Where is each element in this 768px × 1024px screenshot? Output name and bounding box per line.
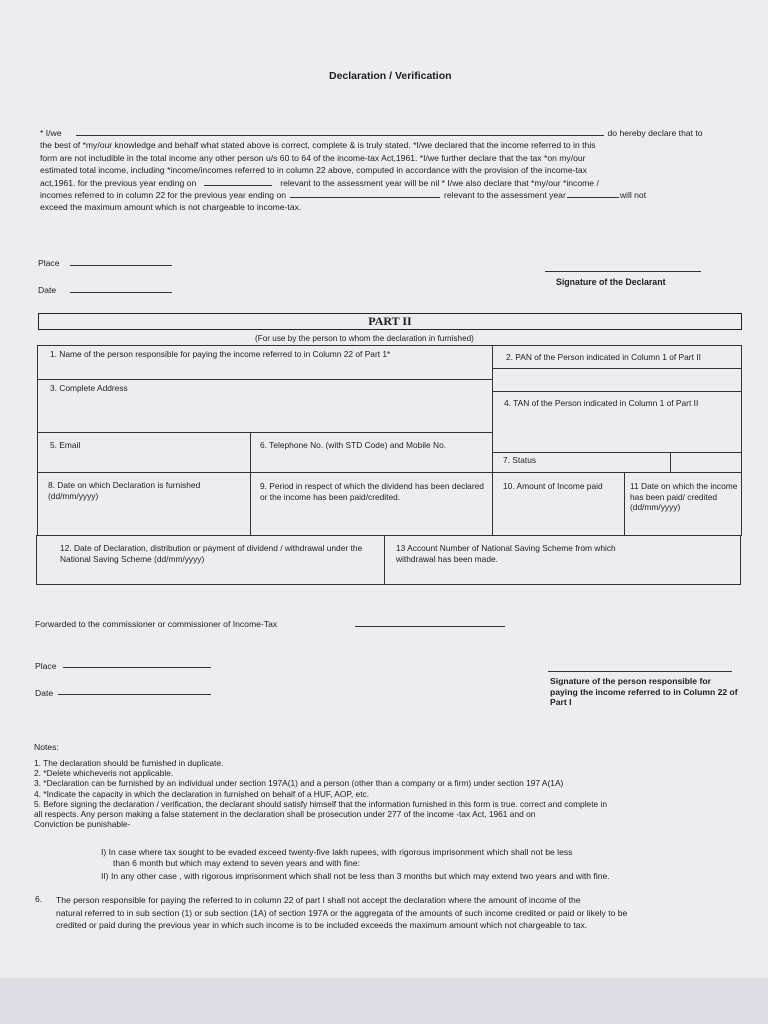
date-field-2[interactable] — [58, 694, 211, 695]
decl-line7: exceed the maximum amount which is not chargeable to income-tax. — [40, 202, 302, 213]
previous-year-blank-2[interactable] — [290, 189, 440, 198]
field-11-paid-date[interactable]: 11 Date on which the income has been paid/ credited (dd/mm/yyyy) — [630, 481, 738, 512]
form-title: Declaration / Verification — [329, 70, 452, 82]
commissioner-field[interactable] — [355, 626, 505, 627]
part2-heading: PART II — [38, 313, 742, 330]
note-5-ii: II) In any other case , with rigorous imprisonment which shall not be less than 3 months but which may extend two years and with fine. — [101, 871, 610, 881]
field-10-amount[interactable]: 10. Amount of Income paid — [503, 481, 603, 491]
person-signature-line[interactable] — [548, 671, 732, 672]
place-field-2[interactable] — [63, 667, 211, 668]
field-1-responsible-person[interactable]: 1. Name of the person responsible for paying the income referred to in Column 22 of Part 1* — [50, 349, 391, 359]
decl-line4: estimated total income, including *income/incomes referred to in column 22 above, computed in accordance with the provision of the income-tax — [40, 165, 587, 176]
note-6-number: 6. — [35, 894, 43, 904]
field-3-address[interactable]: 3. Complete Address — [50, 383, 128, 393]
part2-subheading: (For use by the person to whom the declaration in furnished) — [255, 334, 474, 343]
note-5b: all respects. Any person making a false statement in the declaration shall be prosecution under 277 of the income -tax Act, 1961 and on — [34, 809, 536, 820]
date-label: Date — [38, 285, 57, 295]
name-blank[interactable] — [76, 127, 604, 136]
declaration-text — [40, 127, 734, 214]
decl-line3: form are not includible in the total income any other person u/s 60 to 64 of the income-tax Act,1961. *I/we further declare that the tax *on my/our — [40, 152, 586, 163]
note-5c: Conviction be punishable- — [34, 819, 131, 830]
date-label-2: Date — [35, 688, 54, 698]
place-label-2: Place — [35, 661, 57, 671]
notes-list — [34, 758, 734, 829]
decl-line1-end: do hereby declare that to — [607, 128, 703, 138]
part2-table-upper — [37, 345, 742, 473]
decl-line5-a: act,1961. for the previous year ending on — [40, 177, 197, 188]
note-6-line3: credited or paid during the previous year in which such income is to be included exceeds the maximum amount which not chargeable to tax. — [56, 920, 588, 930]
decl-line1-start: * I/we — [40, 128, 62, 138]
decl-line5-b: relevant to the assessment year will be nil * I/we also declare that *my/our *income / — [280, 177, 599, 188]
field-6-telephone[interactable]: 6. Telephone No. (with STD Code) and Mobile No. — [260, 440, 447, 450]
field-9-period[interactable]: 9. Period in respect of which the dividend has been declared or the income has been paid/credited. — [260, 481, 484, 502]
decl-line2: the best of *my/our knowledge and behalf what stated above is correct, complete & is truly stated. *I/we declared that the income referred to in this — [40, 140, 596, 151]
note-1: 1. The declaration should be furnished in duplicate. — [34, 758, 224, 768]
decl-line6-c: will not — [619, 190, 647, 201]
date-field[interactable] — [70, 292, 172, 293]
assessment-year-blank[interactable] — [567, 189, 619, 198]
declarant-signature-line[interactable] — [545, 271, 701, 272]
field-4-tan[interactable]: 4. TAN of the Person indicated in Column 1 of Part II — [504, 398, 699, 408]
note-5-i-line2: than 6 month but which may extend to seven years and with fine: — [113, 858, 360, 868]
forwarded-text: Forwarded to the commissioner or commissioner of Income-Tax — [35, 619, 278, 629]
note-6-line2: natural referred to in sub section (1) or sub section (1A) of section 197A or the aggregata of the amounts of such income credited or paid or likely to be — [56, 908, 628, 918]
note-5-i-line1: I) In case where tax sought to be evaded exceed twenty-five lakh rupees, with rigorous imprisonment which shall not be less — [101, 847, 573, 857]
decl-line6-a: incomes referred to in column 22 for the previous year ending on — [40, 190, 287, 201]
person-signature-label: Signature of the person responsible for paying the income referred to in Column 22 of Part I — [550, 676, 738, 707]
note-2: 2. *Delete whicheveris not applicable. — [34, 768, 174, 779]
notes-heading: Notes: — [34, 742, 59, 752]
previous-year-blank-1[interactable] — [204, 177, 272, 186]
note-3: 3. *Declaration can be furnished by an individual under section 197A(1) and a person (other than a company or a firm) under section 197 A(1A) — [34, 778, 564, 789]
note-5a: 5. Before signing the declaration / verification, the declarant should satisfy himself that the information furnished in this form is true. correct and complete in — [34, 798, 608, 809]
decl-line6-b: relevant to the assessment year — [444, 190, 566, 201]
place-label: Place — [38, 258, 60, 268]
declarant-signature-label: Signature of the Declarant — [556, 277, 666, 287]
field-2-pan[interactable]: 2. PAN of the Person indicated in Column 1 of Part II — [506, 352, 701, 362]
note-6-line1: The person responsible for paying the referred to in column 22 of part I shall not accept the declaration where the amount of income of the — [56, 895, 581, 905]
field-5-email[interactable]: 5. Email — [50, 440, 81, 450]
note-4: 4. *Indicate the capacity in which the declaration in furnished on behalf of a HUF, AOP, etc. — [34, 788, 370, 799]
page-bottom-edge — [0, 978, 768, 1024]
field-7-status[interactable]: 7. Status — [503, 455, 537, 465]
field-13-nss-account[interactable]: 13 Account Number of National Saving Scheme from which withdrawal has been made. — [396, 543, 616, 564]
field-8-declaration-date[interactable]: 8. Date on which Declaration is furnished (dd/mm/yyyy) — [48, 480, 201, 501]
place-field[interactable] — [70, 265, 172, 266]
field-12-dividend-date[interactable]: 12. Date of Declaration, distribution or payment of dividend / withdrawal under the National Saving Scheme (dd/mm/yyyy) — [60, 543, 363, 564]
